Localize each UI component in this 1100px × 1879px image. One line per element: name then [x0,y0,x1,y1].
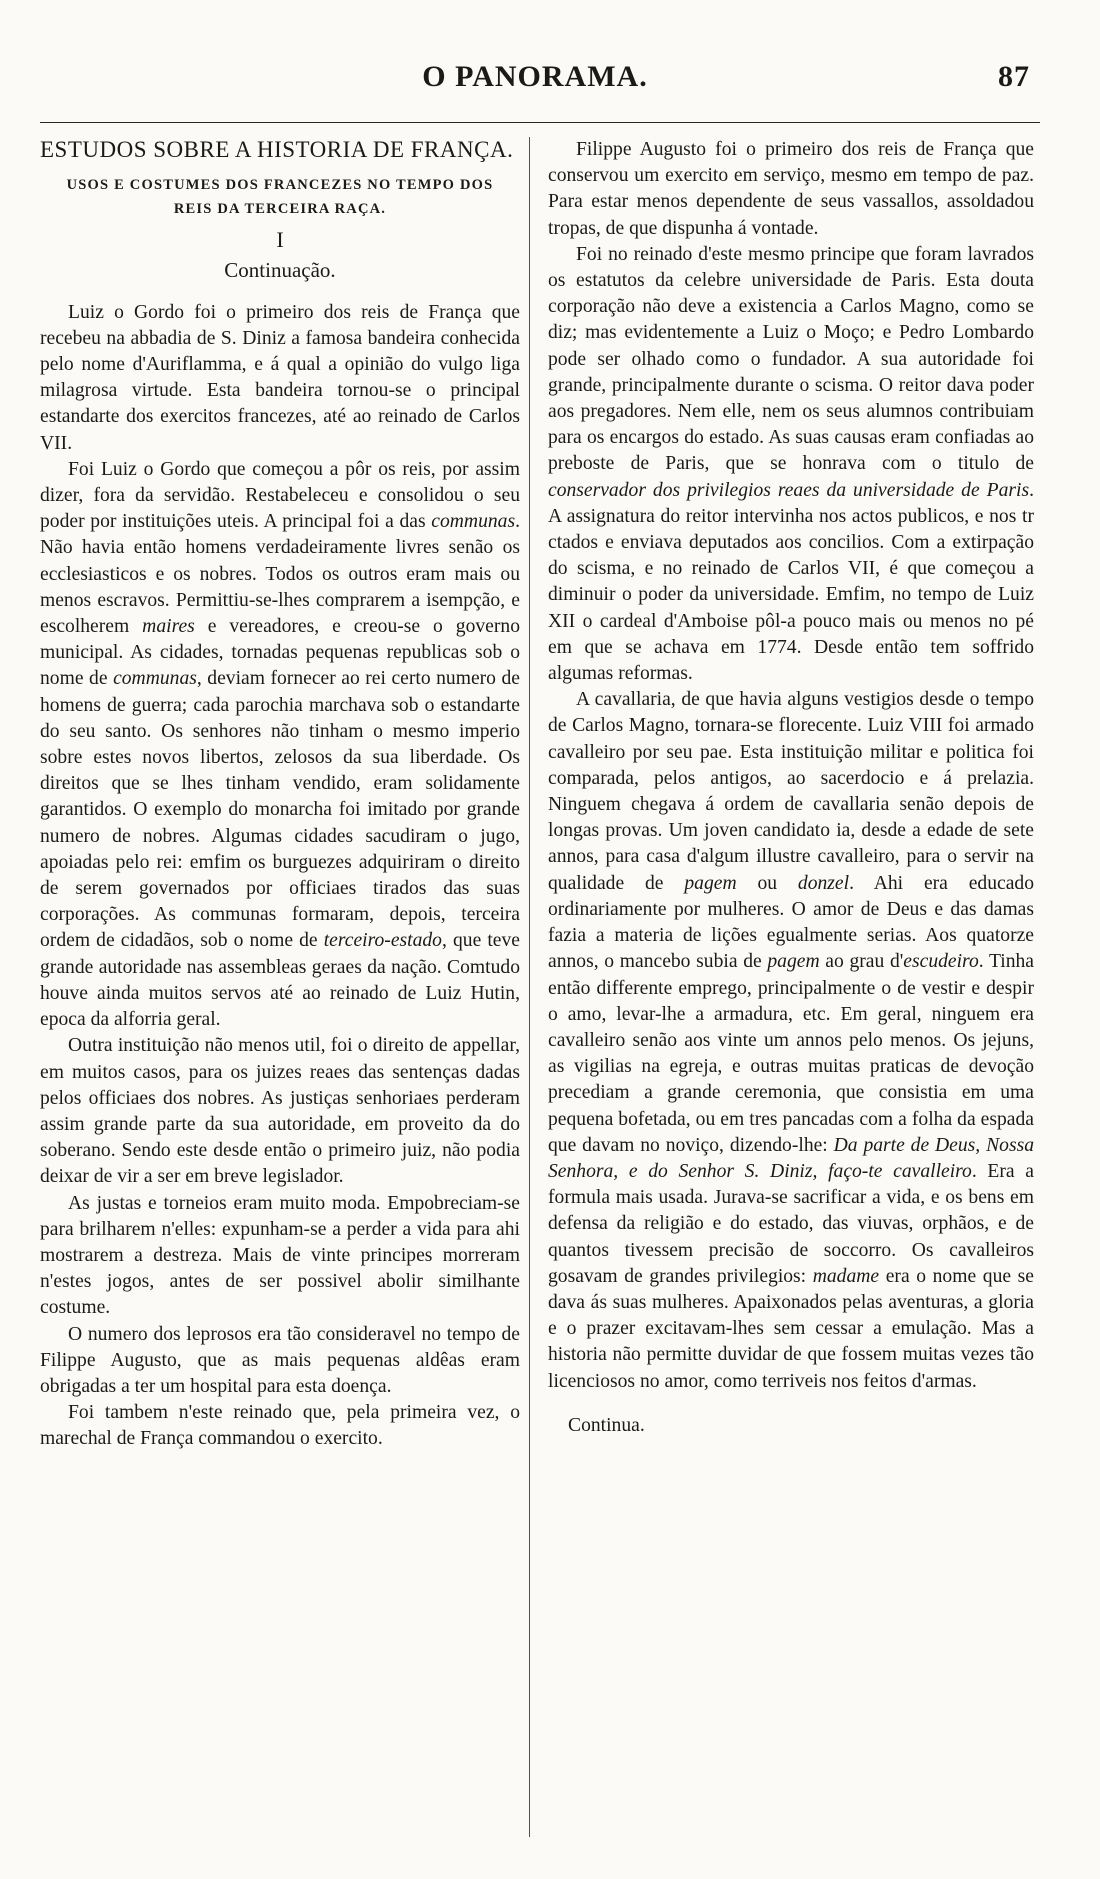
text-run: . Não havia então homens verdadeiramente livres senão os ecclesiasticos e os nobres. Todos os outros eram mais ou menos escravos. Permittiu-se-lhes comprarem a isempção, e escolherem [40,511,520,638]
paragraph [548,137,1034,242]
italic-term: maires [142,616,195,638]
text-run: , deviam fornecer ao rei certo numero de homens de guerra; cada parochia marchava sob o estandarte do seu santo. Os senhores não tinham o mesmo imperio sobre estes novos libertos, zelosos da sua liberdade. Os direitos que se lhes tinham vendido, eram solidamente garantidos. O exemplo do monarcha foi imitado por grande numero de nobres. Algumas cidades sacudiram o jugo, apoiadas pelo rei: emfim os burguezes adquiriram o direito de serem governados por officiaes tirados das suas corporações. As communas formaram, depois, terceira ordem de cidadãos, sob o nome de [40,668,520,952]
text-run: As justas e torneios eram muito moda. Empobreciam-se para brilharem n'elles: expunham-se a perder a vida para ahi mostrarem a destreza. Mais de vinte principes morreram n'estes jogos, antes de ser possivel abolir similhante costume. [40,1192,520,1319]
right-paragraphs [548,137,1034,1395]
text-run: . A assignatura do reitor intervinha nos actos publicos, e nos tr ctados e enviava deputados aos concilios. Com a extirpação do scisma, e no reinado de Carlos VII, é que começou a diminuir o poder da universidade. Emfim, no tempo de Luiz XII o cardeal d'Amboise pôl-a pouco mais ou menos no pé em que se achava em 1774. Desde então tem soffrido algumas reformas. [548,479,1034,685]
article-subtitle: USOS E COSTUMES DOS FRANCEZES NO TEMPO DOS REIS DA TERCEIRA RAÇA. [66,177,494,218]
text-run: ou [736,872,798,894]
text-run: . Ahi era educado ordinariamente por mulheres. O amor de Deus e das damas fazia a materia de lições egualmente serias. Aos quatorze annos, o mancebo subia de [548,872,1035,973]
paragraph [40,1400,520,1452]
italic-term: conservador dos privilegios reaes da universidade de Paris [548,479,1030,501]
text-run: Luiz o Gordo foi o primeiro dos reis de França que recebeu na abbadia de S. Diniz a famosa bandeira conhecida pelo nome d'Auriflamma, e á qual a opinião do vulgo liga milagrosa virtude. Esta bandeira tornou-se o principal estandarte dos exercitos francezes, até ao reinado de Carlos VII. [40,301,520,454]
header-rule [40,122,1040,123]
text-run: Foi tambem n'este reinado que, pela primeira vez, o marechal de França commandou o exercito. [40,1402,520,1450]
paragraph [40,1322,520,1401]
text-run: . Era a formula mais usada. Jurava-se sacrificar a vida, e os bens em defensa da religião e do estado, das viuvas, orphãos, e de quantos tivessem precisão de soccorro. Os cavalleiros gosavam de grandes privilegios: [548,1160,1034,1287]
text-run: . Tinha então differente emprego, principalmente o de vestir e despir o amo, levar-lhe a armadura, etc. Em geral, ninguem era cavalleiro senão aos vinte um annos pelo menos. Os jejuns, as vigilias na egreja, e outras muitas praticas de devoção precediam a grande ceremonia, que consistia em uma pequena bofetada, ou em tres pancadas com a folha da espada que davam no noviço, dizendo-lhe: [548,951,1034,1156]
italic-term: pagem [767,951,820,973]
paragraph [40,1191,520,1322]
text-run: A cavallaria, de que havia alguns vestigios desde o tempo de Carlos Magno, tornara-se florecente. Luiz VIII foi armado cavalleiro por seu pae. Esta instituição militar e politica foi comparada, pelos antigos, ao sacerdocio e á prelazia. Ninguem chegava á ordem de cavallaria senão depois de longas provas. Um joven candidato ia, desde a edade de sete annos, para casa d'algum illustre cavalleiro, para o servir na qualidade de [548,689,1034,894]
italic-term: escudeiro [903,951,979,973]
italic-term: Da parte de Deus, Nossa Senhora, e do Senhor S. Diniz, faço-te cavalleiro [548,1134,1034,1182]
text-run: Foi no reinado d'este mesmo principe que foram lavrados os estatutos da celebre universidade de Paris. Esta douta corporação não deve a existencia a Carlos Magno, como se diz; mas evidentemente a Luiz o Moço; e Pedro Lombardo pode ser olhado como o fundador. A sua autoridade foi grande, principalmente durante o scisma. O reitor dava poder aos pregadores. Nem elle, nem os seus alumnos contribuiam para os encargos do estado. As suas causas eram confiadas ao preboste de Paris, que se honrava com o titulo de [548,243,1034,475]
masthead [40,60,1030,100]
paragraph [548,687,1034,1394]
right-column [548,137,1034,1439]
paragraph [40,457,520,1033]
italic-term: donzel [797,872,850,894]
continues-label: Continua. [568,1414,645,1436]
text-run: Foi Luiz o Gordo que começou a pôr os reis, por assim dizer, fora da servidão. Restabeleceu e consolidou o seu poder por instituições uteis. A principal foi a das [40,458,520,533]
text-run: ao grau d' [819,951,904,973]
section-numeral: I [276,227,284,253]
italic-term: communas [431,511,516,533]
text-run: Filippe Augusto foi o primeiro dos reis de França que conservou um exercito em serviço, mesmo em tempo de paz. Para estar menos dependente de seus vassallos, assoldadou tropas, de que dispunha á vontade. [548,139,1034,239]
left-paragraphs [40,300,520,1453]
text-run: O numero dos leprosos era tão consideravel no tempo de Filippe Augusto, que as mais pequenas aldêas eram obrigadas a ter um hospital para esta doença. [40,1323,520,1397]
text-run: e vereadores, e creou-se o governo municipal. As cidades, tornadas pequenas republicas sob o nome de [40,616,520,690]
text-run: era o nome que se dava ás suas mulheres. Apaixonados pelas aventuras, a gloria e o prazer excitavam-lhes sem cessar a emulação. Mas a historia não permitte duvidar de que fossem muitas vezes tão licenciosos no amor, como terriveis nos feitos d'armas. [548,1265,1034,1392]
publication-title: O PANORAMA. [422,60,648,93]
paragraph [40,300,520,457]
italic-term: pagem [684,872,737,894]
continued-label: Continuação. [224,258,336,283]
italic-term: communas [113,668,197,690]
text-run: , que teve grande autoridade nas assembleas geraes da nação. Comtudo houve ainda muitos servos até ao reinado de Luiz Hutin, epoca da alforria geral. [40,930,520,1031]
article-title: ESTUDOS SOBRE A HISTORIA DE FRANÇA. [40,137,514,162]
text-run: Outra instituição não menos util, foi o direito de appellar, em muitos casos, para os juizes reaes das sentenças dadas pelos officiaes dos nobres. As justiças senhoriaes perderam assim grande parte da sua autoridade, em proveito da do soberano. Sendo este desde então o primeiro juiz, não podia deixar de vir a ser em breve legislador. [40,1035,520,1188]
left-column [40,137,520,1453]
page-number: 87 [998,60,1030,93]
column-divider [529,137,530,1837]
italic-term: madame [812,1265,880,1287]
italic-term: terceiro-estado [323,930,442,952]
paragraph [40,1033,520,1190]
paragraph [548,242,1034,687]
